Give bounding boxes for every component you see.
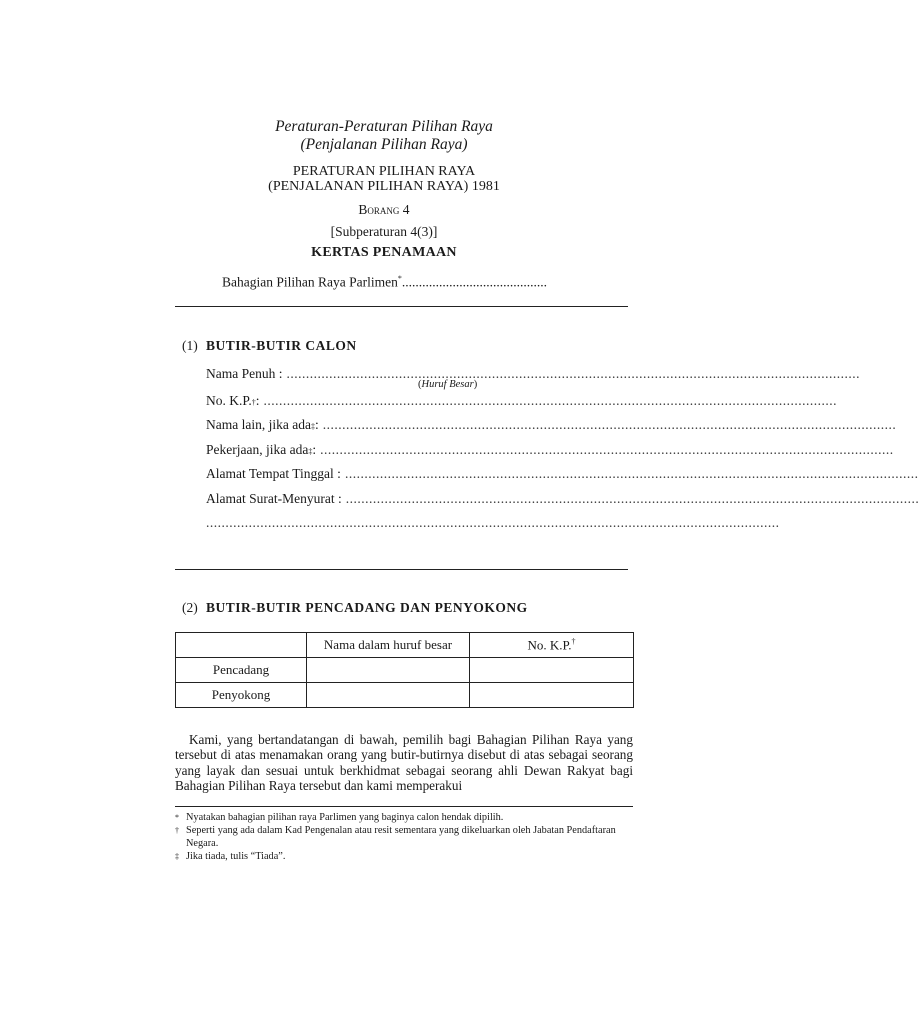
footnote-constituency xyxy=(175,811,635,824)
footnote-mark-double-dagger: ‡ xyxy=(175,852,179,861)
footnote-none xyxy=(175,850,635,863)
proposer-label: Pencadang xyxy=(176,658,307,683)
ic-number-colon: : xyxy=(255,393,260,408)
capital-letters-hint-text: Huruf Besar xyxy=(421,379,474,390)
section2-number: (2) xyxy=(182,600,198,615)
table-header-row xyxy=(176,633,634,658)
footnote-text: Nyatakan bahagian pilihan raya Parlimen yang baginya calon hendak dipilih. xyxy=(186,812,504,823)
other-name-field[interactable] xyxy=(206,417,897,433)
occupation-label: Pekerjaan, jika ada xyxy=(206,442,309,457)
residential-address-dots: .................................................................................................................................................... xyxy=(344,466,919,481)
footnote-divider xyxy=(175,806,633,807)
capital-letters-hint: (Huruf Besar) xyxy=(418,379,478,390)
seconder-name-cell[interactable] xyxy=(307,683,470,708)
postal-address-line2-field[interactable] xyxy=(206,515,780,531)
postal-address-label: Alamat Surat-Menyurat : xyxy=(206,491,342,506)
ic-number-field[interactable] xyxy=(206,393,838,409)
table-header-ic xyxy=(470,633,634,658)
declaration-paragraph: Kami, yang bertandatangan di bawah, pemilih bagi Bahagian Pilihan Raya yang tersebut di atas menamakan orang yang butir-butirnya disebut di atas sebagai seorang yang layak dan sesuai untuk berkhidmat sebagai seorang ahli Dewan Rakyat bagi Bahagian Pilihan Raya tersebut dan kami memperakui xyxy=(175,732,633,794)
full-name-label: Nama Penuh : xyxy=(206,366,283,381)
constituency-label: Bahagian Pilihan Raya Parlimen xyxy=(222,274,398,290)
section1-number: (1) xyxy=(182,338,198,353)
ic-number-dots: .................................................................................................................................................... xyxy=(263,393,838,408)
postal-address-field[interactable] xyxy=(206,491,919,507)
table-row xyxy=(176,658,634,683)
postal-address-line2-dots: .................................................................................................................................................... xyxy=(206,515,780,530)
section1-heading: BUTIR-BUTIR CALON xyxy=(206,338,357,353)
occupation-footnote-mark: ‡ xyxy=(308,447,313,456)
regulation-subtitle: (PENJALANAN PILIHAN RAYA) 1981 xyxy=(268,179,500,194)
table-header-ic-mark: † xyxy=(571,636,576,646)
regulation-title: PERATURAN PILIHAN RAYA xyxy=(292,164,476,179)
full-name-dots: .................................................................................................................................................... xyxy=(286,366,860,381)
section2-heading: BUTIR-BUTIR PENCADANG DAN PENYOKONG xyxy=(206,600,528,615)
act-subtitle: (Penjalanan Pilihan Raya) xyxy=(300,136,468,153)
table-row xyxy=(176,683,634,708)
postal-address-dots: .................................................................................................................................................... xyxy=(345,491,919,506)
proposer-seconder-table xyxy=(175,632,634,708)
footnote-text: Jika tiada, tulis “Tiada”. xyxy=(186,851,286,862)
divider-middle xyxy=(175,569,628,570)
other-name-label: Nama lain, jika ada xyxy=(206,417,311,432)
other-name-footnote-mark: ‡ xyxy=(310,422,315,431)
act-title: Peraturan-Peraturan Pilihan Raya xyxy=(275,118,493,135)
residential-address-label: Alamat Tempat Tinggal : xyxy=(206,466,341,481)
form-label: Borang 4 xyxy=(358,202,410,217)
ic-number-label: No. K.P. xyxy=(206,393,252,408)
occupation-dots: .................................................................................................................................................... xyxy=(320,442,894,457)
residential-address-field[interactable] xyxy=(206,466,919,482)
footnote-mark-asterisk: * xyxy=(175,813,179,822)
table-header-empty xyxy=(176,633,307,658)
footnote-ic xyxy=(175,824,635,850)
subregulation-ref: [Subperaturan 4(3)] xyxy=(330,224,438,239)
table-header-name: Nama dalam huruf besar xyxy=(307,633,470,658)
form-title: KERTAS PENAMAAN xyxy=(311,245,457,260)
proposer-name-cell[interactable] xyxy=(307,658,470,683)
other-name-dots: .................................................................................................................................................... xyxy=(322,417,897,432)
footnote-text: Seperti yang ada dalam Kad Pengenalan atau resit sementara yang dikeluarkan oleh Jabatan Pendaftaran Negara. xyxy=(186,825,616,849)
other-name-colon: : xyxy=(314,417,319,432)
occupation-field[interactable] xyxy=(206,442,894,458)
seconder-ic-cell[interactable] xyxy=(470,683,634,708)
occupation-colon: : xyxy=(312,442,317,457)
proposer-ic-cell[interactable] xyxy=(470,658,634,683)
divider-top xyxy=(175,306,628,307)
constituency-field[interactable] xyxy=(222,274,547,291)
constituency-footnote-mark: * xyxy=(397,274,402,283)
ic-footnote-mark: † xyxy=(251,398,256,407)
seconder-label: Penyokong xyxy=(176,683,307,708)
constituency-dots: ........................................... xyxy=(401,274,547,290)
table-header-ic-label: No. K.P. xyxy=(527,637,572,653)
footnote-mark-dagger: † xyxy=(175,826,179,835)
